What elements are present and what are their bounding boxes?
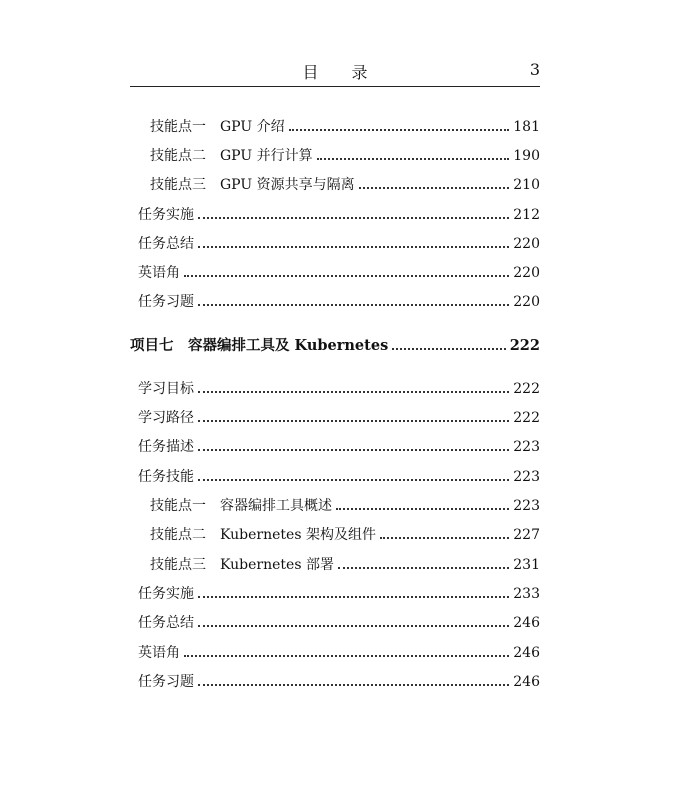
dot-leader bbox=[198, 449, 509, 451]
toc-entry-page-number: 210 bbox=[513, 177, 540, 193]
dot-leader bbox=[198, 246, 509, 248]
dot-leader bbox=[317, 158, 510, 160]
toc-entry-label: 任务实施 bbox=[138, 207, 194, 223]
dot-leader bbox=[198, 420, 509, 422]
toc-entry[interactable] bbox=[138, 258, 540, 282]
toc-entry-label: 技能点二 Kubernetes 架构及组件 bbox=[150, 527, 376, 543]
toc-entry[interactable] bbox=[138, 579, 540, 603]
toc-entry-label: 任务习题 bbox=[138, 294, 194, 310]
toc-entry[interactable] bbox=[150, 520, 540, 544]
toc-entry-page-number: 190 bbox=[513, 148, 540, 164]
toc-entry-label: 任务技能 bbox=[138, 469, 194, 485]
toc-entry[interactable] bbox=[138, 287, 540, 311]
toc-entry-page-number: 220 bbox=[513, 236, 540, 252]
page-title: 目 录 bbox=[302, 63, 382, 82]
toc-entry-page-number: 246 bbox=[513, 615, 540, 631]
toc-entry[interactable] bbox=[138, 403, 540, 427]
toc-entry-label: 技能点三 GPU 资源共享与隔离 bbox=[150, 177, 355, 193]
dot-leader bbox=[392, 348, 505, 350]
dot-leader bbox=[289, 129, 510, 131]
toc-entry-label: 技能点一 容器编排工具概述 bbox=[150, 498, 332, 514]
toc-entry-page-number: 231 bbox=[513, 557, 540, 573]
toc-entry-page-number: 223 bbox=[513, 498, 540, 514]
toc-entry[interactable] bbox=[138, 432, 540, 456]
dot-leader bbox=[198, 217, 509, 219]
toc-entry[interactable] bbox=[138, 462, 540, 486]
dot-leader bbox=[184, 275, 509, 277]
toc-entry-label: 学习路径 bbox=[138, 410, 194, 426]
dot-leader bbox=[198, 304, 509, 306]
toc-entry-page-number: 246 bbox=[513, 674, 540, 690]
toc-entry-label: 技能点三 Kubernetes 部署 bbox=[150, 557, 334, 573]
toc-entry[interactable] bbox=[138, 608, 540, 632]
toc-entry-page-number: 227 bbox=[513, 527, 540, 543]
toc-entry-label: 技能点二 GPU 并行计算 bbox=[150, 148, 313, 164]
toc-entry-page-number: 222 bbox=[509, 337, 540, 354]
dot-leader bbox=[380, 537, 509, 539]
toc-entry-label: 项目七 容器编排工具及 Kubernetes bbox=[130, 337, 389, 354]
toc-entry[interactable] bbox=[138, 667, 540, 691]
toc-entry-label: 英语角 bbox=[138, 645, 180, 661]
toc-entry-page-number: 223 bbox=[513, 439, 540, 455]
dot-leader bbox=[184, 655, 509, 657]
dot-leader bbox=[359, 187, 510, 189]
toc-entry-page-number: 181 bbox=[513, 119, 540, 135]
toc-entry[interactable] bbox=[150, 170, 540, 194]
dot-leader bbox=[198, 479, 509, 481]
toc-entry-label: 任务描述 bbox=[138, 439, 194, 455]
toc-entry[interactable] bbox=[138, 374, 540, 398]
toc-entry[interactable] bbox=[150, 112, 540, 136]
toc-entry-page-number: 220 bbox=[513, 265, 540, 281]
toc-project-entry[interactable] bbox=[130, 331, 540, 355]
toc-entry-page-number: 220 bbox=[513, 294, 540, 310]
toc-entry[interactable] bbox=[150, 141, 540, 165]
dot-leader bbox=[198, 391, 509, 393]
toc-entry[interactable] bbox=[138, 200, 540, 224]
toc-entry[interactable] bbox=[150, 550, 540, 574]
dot-leader bbox=[338, 567, 509, 569]
toc-entry-label: 任务总结 bbox=[138, 236, 194, 252]
toc-entry-label: 英语角 bbox=[138, 265, 180, 281]
toc-entry-label: 技能点一 GPU 介绍 bbox=[150, 119, 285, 135]
toc-entry-page-number: 222 bbox=[513, 410, 540, 426]
toc-entry-page-number: 246 bbox=[513, 645, 540, 661]
dot-leader bbox=[198, 625, 509, 627]
toc-entry-label: 任务实施 bbox=[138, 586, 194, 602]
header-page-number: 3 bbox=[529, 60, 540, 79]
toc-entry[interactable] bbox=[138, 638, 540, 662]
toc-entry-label: 任务总结 bbox=[138, 615, 194, 631]
header-rule bbox=[130, 86, 540, 87]
dot-leader bbox=[198, 596, 509, 598]
dot-leader bbox=[198, 684, 509, 686]
toc-entry-label: 任务习题 bbox=[138, 674, 194, 690]
toc-entry-page-number: 233 bbox=[513, 586, 540, 602]
toc-entry[interactable] bbox=[138, 229, 540, 253]
toc-entry-page-number: 223 bbox=[513, 469, 540, 485]
toc-entry-page-number: 222 bbox=[513, 381, 540, 397]
toc-entry-page-number: 212 bbox=[513, 207, 540, 223]
toc-entry-label: 学习目标 bbox=[138, 381, 194, 397]
dot-leader bbox=[336, 508, 509, 510]
page-header bbox=[130, 60, 540, 84]
toc-entry[interactable] bbox=[150, 491, 540, 515]
